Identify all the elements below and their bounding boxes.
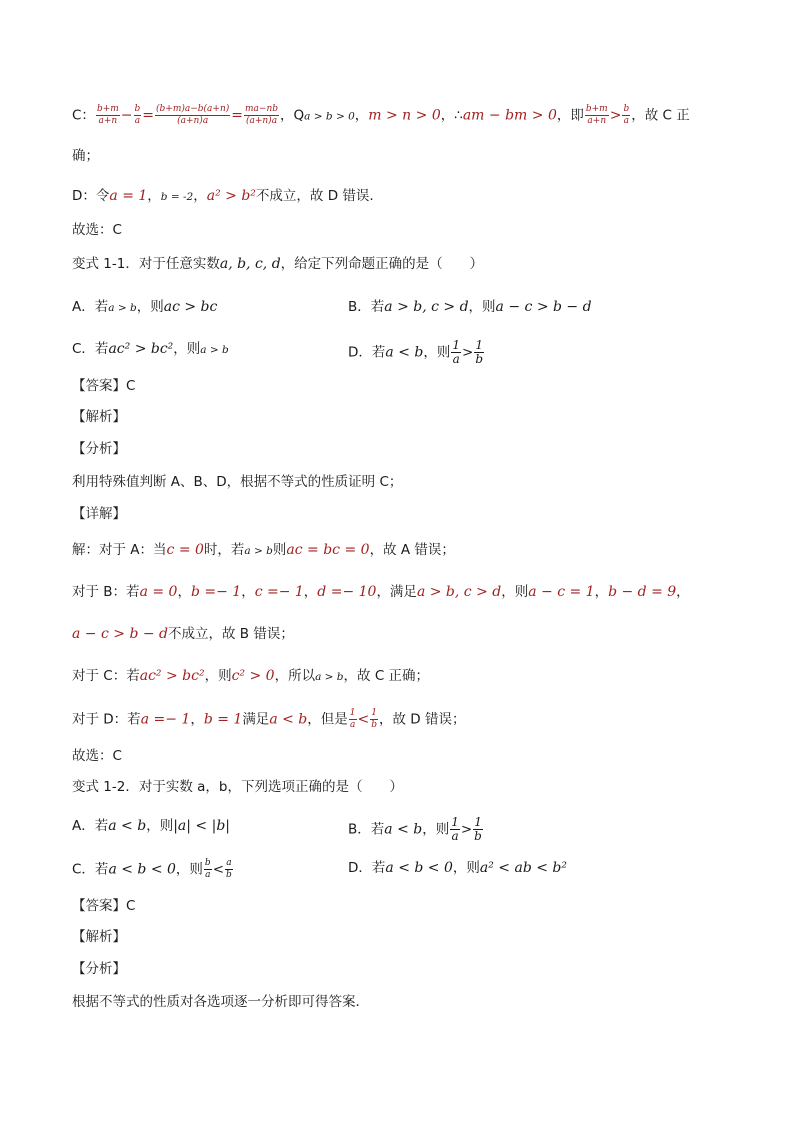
text-run: ac² > bc² [108,341,174,357]
text-run: ， [354,107,369,124]
text-run: < [212,861,224,878]
variant-1-1-option-c [72,339,229,360]
text-run: ac > bc [163,299,218,315]
text-run: a+n [587,116,607,126]
variant-1-2-option-b [348,816,484,843]
text-run: 1 [475,338,483,352]
text-run: a > b, c > d [384,299,469,315]
text-run: ，则 [136,299,164,315]
text-run: ，则 [468,299,496,315]
fraction [96,104,120,127]
text-run: > [609,107,622,124]
text-run: ，故 A 错误； [369,542,455,558]
text-run: m > n > 0 [368,107,441,124]
text-run: a² > b² [206,188,256,204]
variant-1-1-stem [72,254,483,274]
fenxi-text-2: 根据不等式的性质对各选项逐一分析即可得答案． [72,994,369,1010]
text-run: ， [147,188,161,204]
text-run: ， [193,188,207,204]
text-run: 不成立，故 D 错误. [255,188,374,204]
text-run: b [204,858,211,868]
text-run: a² < ab < b² [479,860,567,876]
text-run: a [349,720,356,730]
answer-label-2: 【答案】C [72,898,136,914]
option-d-analysis-line [72,186,374,207]
detail-b-wrap [72,624,294,644]
text-run: |a| < |b| [173,818,231,834]
text-run: C．若 [72,861,109,878]
text-run: (a+n)a [177,116,209,126]
text-run: b [623,104,630,114]
text-run: D．若 [348,344,386,361]
text-run: ，给定下列命题正确的是（ ） [280,256,484,272]
text-run: 变式 1-1．对于任意实数 [72,256,220,272]
text-run: < [357,711,370,728]
variant-1-2-option-c [72,858,234,881]
text-run: a =− 1 [140,711,191,728]
text-run: a < b < 0 [385,860,453,876]
variant-1-2-option-d [348,858,567,878]
text-run: a < b [384,821,423,838]
xiangjie-label: 【详解】 [72,506,126,522]
jiexi-label: 【解析】 [72,409,126,425]
text-run: 1 [474,815,482,829]
text-run: a < b [385,344,424,361]
text-run: a − c = 1 [528,584,595,600]
fenxi-text: 利用特殊值判断 A、B、D，根据不等式的性质证明 C； [72,474,403,490]
text-run: D：令 [72,188,110,204]
text-run: 对于 D：若 [72,711,141,728]
text-run: a = 1 [109,188,148,204]
fraction [451,339,461,366]
text-run: > [462,344,474,361]
text-run: b − d = 9 [608,584,677,600]
text-run: ，所以 [274,668,316,684]
text-run: a > b [108,302,137,314]
text-run: a [134,116,141,126]
text-run: a < b [269,711,308,728]
text-run: a [226,858,232,868]
detail-d-line [72,708,465,731]
text-run: A．若 [72,299,109,315]
text-run: 解：对于 A：当 [72,542,167,558]
fraction [473,816,483,843]
text-run: c = 0 [166,542,204,558]
text-run: a [623,116,629,126]
text-run: a < b < 0 [108,861,176,878]
text-run: ，则 [146,818,174,834]
text-run: ，则 [452,860,480,876]
text-run: d =− 10 [317,584,377,600]
text-run: b = -2 [160,191,194,203]
text-run: b [475,352,483,366]
fenxi-label-2: 【分析】 [72,961,126,977]
answer-label: 【答案】C [72,378,136,394]
text-run: ，则 [173,341,201,357]
option-c-analysis-wrap: 确； [72,148,99,164]
text-run: a [452,352,460,366]
text-run: a > b [315,671,344,683]
variant-1-2-stem: 变式 1-2．对于实数 a，b，下列选项正确的是（ ） [72,779,403,795]
text-run: b [371,720,377,730]
text-run: B．若 [348,821,385,838]
text-run: − [120,107,133,124]
choose-line-2: 故选：C [72,748,122,764]
text-run: ma−nb [245,104,279,114]
text-run: ac = bc = 0 [286,542,370,558]
text-run: ，但是 [307,711,348,728]
text-run: b [134,104,141,114]
text-run: ，Q [280,107,305,124]
fraction [225,858,233,881]
text-run: 对于 C：若 [72,668,140,684]
text-run: ，则 [204,668,232,684]
text-run: = [231,107,244,124]
fraction [155,104,230,127]
text-run: c =− 1 [254,584,304,600]
text-run: b = 1 [203,711,243,728]
text-run: a, b, c, d [219,256,281,272]
variant-1-2-option-a [72,816,230,836]
text-run: 对于 B：若 [72,584,140,600]
text-run: 满足 [242,711,270,728]
text-run: ，∴ [440,107,463,124]
text-run: = [142,107,155,124]
text-run: b+m [585,104,608,114]
text-run: am − bm > 0 [462,107,557,124]
text-run: A．若 [72,818,109,834]
text-run: a < b [108,818,147,834]
variant-1-1-option-a [72,297,217,318]
text-run: c² > 0 [231,668,275,684]
text-run: 时，若 [203,542,245,558]
detail-c-line [72,666,429,687]
text-run: ，故 D 错误； [379,711,466,728]
fraction [204,858,212,881]
text-run: a − c > b − d [72,626,169,642]
fraction [370,708,378,731]
text-run: a > b [244,545,273,557]
detail-b-line [72,582,690,602]
variant-1-1-option-d [348,339,485,366]
text-run: 1 [452,338,460,352]
text-run: ，满足 [376,584,417,600]
text-run: ，故 C 正 [631,107,690,124]
text-run: ， [190,711,204,728]
text-run: 1 [371,708,377,718]
text-run: ， [676,584,690,600]
text-run: a − c > b − d [495,299,592,315]
text-run: > [460,821,473,838]
text-run: a [205,870,211,880]
text-run: a > b, c > d [416,584,502,600]
text-run: D．若 [348,860,386,876]
text-run: a+n [98,116,118,126]
text-run: 1 [451,815,459,829]
fraction [450,816,460,843]
text-run: b [474,829,482,843]
text-run: a [451,829,459,843]
text-run: (b+m)a−b(a+n) [156,104,230,114]
text-run: ，即 [556,107,584,124]
text-run: C： [72,107,95,124]
fraction [622,104,630,127]
jiexi-label-2: 【解析】 [72,929,126,945]
text-run: a = 0 [139,584,178,600]
detail-a-line [72,540,455,561]
fenxi-label: 【分析】 [72,441,126,457]
choose-line: 故选：C [72,222,122,238]
fraction [474,339,484,366]
text-run: ，则 [501,584,529,600]
fraction [349,708,357,731]
option-c-analysis-line [72,104,690,127]
text-run: (a+n)a [245,116,278,126]
text-run: b =− 1 [190,584,242,600]
text-run: 则 [272,542,287,558]
text-run: ，故 C 正确； [343,668,430,684]
variant-1-1-option-b [348,297,592,317]
text-run: ， [594,584,609,600]
text-run: ，则 [422,821,450,838]
text-run: ，则 [175,861,203,878]
text-run: a > b [200,344,229,356]
text-run: ， [241,584,255,600]
text-run: ， [177,584,191,600]
text-run: b+m [96,104,119,114]
text-run: ， [303,584,318,600]
text-run: ，则 [423,344,451,361]
text-run: B．若 [348,299,385,315]
text-run: ac² > bc² [139,668,205,684]
fraction [244,104,279,127]
text-run: C．若 [72,341,109,357]
text-run: 1 [349,708,356,718]
fraction [585,104,609,127]
text-run: a > b > 0 [304,110,355,123]
text-run: b [226,870,232,880]
fraction [134,104,142,127]
text-run: 不成立，故 B 错误； [168,626,294,642]
